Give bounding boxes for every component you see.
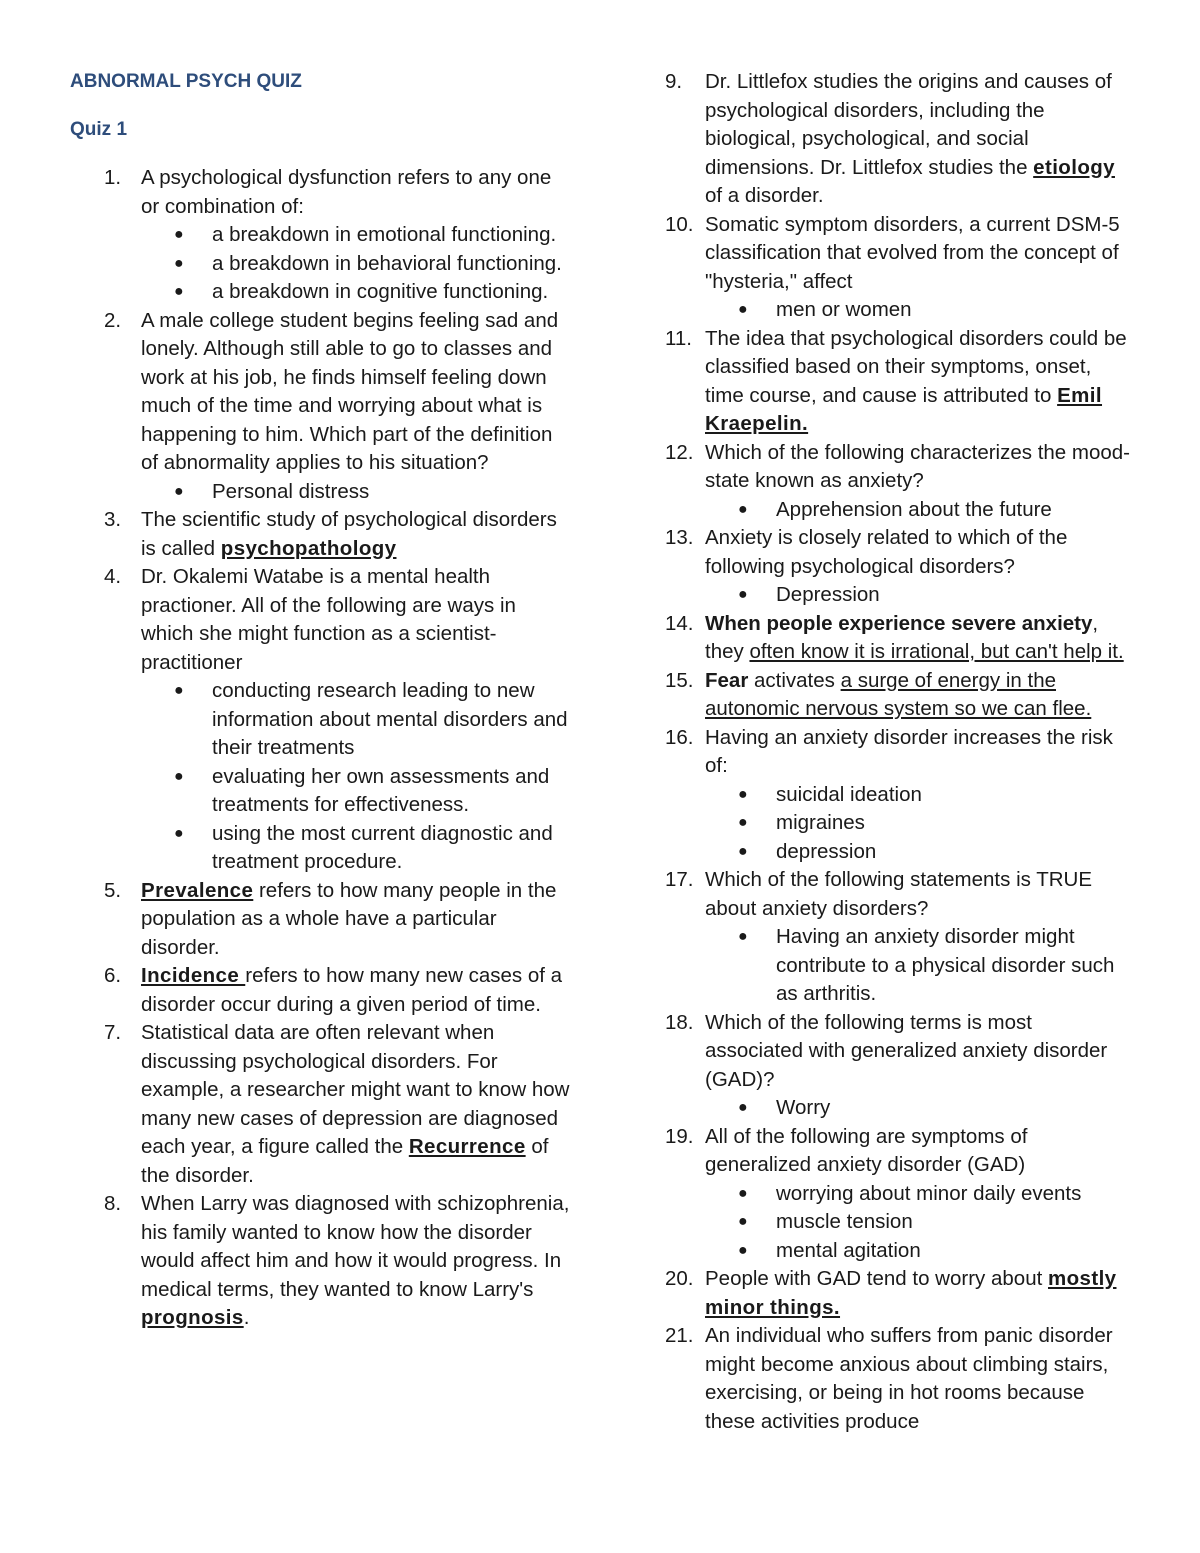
underlined-phrase: often know it is irrational, but can't help it.: [749, 640, 1124, 663]
answer-keyword: etiology: [1033, 155, 1115, 179]
answer-item: [141, 478, 570, 507]
question-18: [665, 1009, 1135, 1123]
answer-list: [705, 923, 1135, 1009]
answer-list: [141, 677, 570, 877]
question-number: 12.: [665, 440, 694, 464]
bullet-icon: ●: [738, 1213, 748, 1230]
bullet-icon: ●: [174, 254, 184, 272]
answer-item: [141, 250, 570, 279]
question-number: 21.: [665, 1324, 694, 1347]
question-19: [665, 1123, 1135, 1266]
question-number: 11.: [665, 326, 692, 350]
answer-item: [705, 296, 1135, 325]
answer-text: suicidal ideation: [776, 782, 922, 806]
answer-keyword: Emil Kraepelin.: [705, 383, 1103, 435]
bullet-icon: ●: [738, 301, 748, 318]
answer-list: [705, 581, 1135, 610]
answer-item: [705, 1180, 1135, 1209]
answer-text: a breakdown in emotional functioning.: [212, 223, 557, 246]
question-3: [70, 506, 570, 563]
question-number: 13.: [665, 526, 694, 549]
question-7: [70, 1019, 570, 1190]
answer-keyword: mostly minor things.: [705, 1267, 1117, 1319]
question-15: [665, 667, 1135, 724]
question-text: All of the following are symptoms of generalized anxiety disorder (GAD): [705, 1124, 1028, 1176]
question-text: A psychological dysfunction refers to any one or combination of:: [141, 166, 552, 218]
answer-item: [705, 1208, 1135, 1237]
answer-item: [705, 923, 1135, 1009]
question-text: Which of the following statements is TRUE about anxiety disorders?: [705, 868, 1092, 920]
right-column: [665, 68, 1135, 1436]
answer-text: conducting research leading to new information about mental disorders and their treatments: [212, 679, 568, 759]
question-text: Statistical data are often relevant when discussing psychological disorders. For example, a researcher might want to know how many new cases of depression are diagnosed each year, a figure called the: [141, 1021, 570, 1158]
answer-item: [141, 221, 570, 250]
question-number: 10.: [665, 212, 694, 236]
question-text: refers to how many people in the population as a whole have a particular disorder.: [141, 878, 557, 959]
question-text: An individual who suffers from panic disorder might become anxious about climbing stairs, exercising, or being in hot rooms because these activities produce: [705, 1324, 1113, 1433]
bullet-icon: ●: [174, 482, 184, 500]
answer-text: evaluating her own assessments and treatments for effectiveness.: [212, 764, 550, 816]
answer-keyword: prognosis: [141, 1306, 244, 1329]
bullet-icon: ●: [738, 586, 748, 603]
question-text: When Larry was diagnosed with schizophrenia, his family wanted to know how the disorder would affect him and how it would progress. In medical terms, they wanted to know Larry's: [141, 1192, 570, 1301]
answer-text: Depression: [776, 583, 880, 606]
question-number: 5.: [104, 878, 122, 902]
question-number: 7.: [104, 1021, 122, 1044]
question-tail: .: [243, 1306, 250, 1329]
answer-item: [705, 496, 1135, 525]
bullet-icon: ●: [174, 682, 184, 699]
question-14: [665, 610, 1135, 667]
answer-item: [705, 581, 1135, 610]
question-8: [70, 1190, 570, 1333]
question-text: Having an anxiety disorder increases the risk of:: [705, 725, 1113, 777]
question-number: 14.: [665, 611, 694, 635]
answer-list: [141, 478, 570, 507]
question-text: activates: [748, 668, 841, 692]
question-21: [665, 1322, 1135, 1436]
question-number: 9.: [665, 70, 683, 93]
answer-item: [705, 1237, 1135, 1266]
question-number: 8.: [104, 1192, 122, 1215]
question-number: 1.: [104, 166, 122, 189]
quiz-heading: Quiz 1: [70, 119, 128, 140]
answer-text: worrying about minor daily events: [776, 1181, 1082, 1205]
answer-item: [141, 820, 570, 877]
answer-list: [141, 221, 570, 307]
answer-item: [705, 1094, 1135, 1123]
answer-text: muscle tension: [776, 1210, 913, 1233]
answer-text: depression: [776, 839, 877, 863]
question-number: 17.: [665, 868, 694, 891]
bullet-icon: ●: [174, 767, 184, 785]
question-number: 3.: [104, 508, 122, 531]
bullet-icon: ●: [738, 1241, 748, 1259]
bullet-icon: ●: [174, 226, 184, 243]
answer-keyword: psychopathology: [220, 536, 397, 560]
answer-text: a breakdown in cognitive functioning.: [212, 280, 549, 303]
question-16: [665, 724, 1135, 867]
question-text: Dr. Okalemi Watabe is a mental health practioner. All of the following are ways in which she might function as a scientist-practitioner: [141, 565, 516, 674]
question-number: 18.: [665, 1010, 694, 1034]
bullet-icon: ●: [738, 814, 748, 831]
question-text: Which of the following characterizes the mood-state known as anxiety?: [705, 440, 1131, 492]
question-text: The scientific study of psychological disorders is called: [141, 508, 557, 560]
bullet-icon: ●: [174, 283, 184, 300]
answer-text: migraines: [776, 811, 865, 834]
question-2: [70, 307, 570, 507]
left-column: [70, 68, 570, 1333]
question-1: [70, 164, 570, 307]
bullet-icon: ●: [738, 928, 748, 945]
question-text: People with GAD tend to worry about: [705, 1267, 1048, 1290]
question-text: Somatic symptom disorders, a current DSM-5 classification that evolved from the concept of "hysteria," affect: [705, 212, 1120, 293]
answer-list: [705, 496, 1135, 525]
document-title: ABNORMAL PSYCH QUIZ: [70, 71, 302, 92]
answer-item: [141, 677, 570, 763]
question-text: Dr. Littlefox studies the origins and causes of psychological disorders, including the biological, psychological, and social dimensions. Dr. Littlefox studies the: [705, 70, 1112, 179]
bullet-icon: ●: [174, 824, 184, 842]
answer-text: Worry: [776, 1096, 831, 1119]
bullet-icon: ●: [738, 500, 748, 518]
answer-list: [705, 781, 1135, 867]
question-text: A male college student begins feeling sad and lonely. Although still able to go to classes and work at his job, he finds himself feeling down much of the time and worrying about what is happening to him. Which part of the definition of abnormality applies to his situation?: [141, 308, 559, 474]
question-4: [70, 563, 570, 877]
question-17: [665, 866, 1135, 1009]
question-number: 4.: [104, 565, 122, 588]
question-tail: of a disorder.: [705, 184, 824, 207]
question-number: 6.: [104, 964, 122, 987]
question-number: 15.: [665, 668, 694, 692]
question-text: , they: [705, 611, 1099, 663]
answer-keyword: Recurrence: [408, 1135, 526, 1158]
question-13: [665, 524, 1135, 610]
answer-item: [141, 278, 570, 307]
question-text: The idea that psychological disorders could be classified based on their symptoms, onset, time course, and cause is attributed to: [705, 326, 1127, 407]
bullet-icon: ●: [738, 1184, 748, 1202]
answer-item: [705, 781, 1135, 810]
answer-text: using the most current diagnostic and treatment procedure.: [212, 821, 553, 873]
question-text: Anxiety is closely related to which of the following psychological disorders?: [705, 526, 1068, 578]
answer-keyword: Incidence: [141, 964, 246, 987]
bullet-icon: ●: [738, 1099, 748, 1116]
underlined-phrase: a surge of energy in the autonomic nervous system so we can flee.: [705, 668, 1092, 720]
question-text: Which of the following terms is most associated with generalized anxiety disorder (GAD)?: [705, 1010, 1108, 1091]
answer-text: a breakdown in behavioral functioning.: [212, 251, 562, 275]
bullet-icon: ●: [738, 785, 748, 803]
answer-keyword: Prevalence: [141, 878, 254, 902]
question-20: [665, 1265, 1135, 1322]
answer-item: [141, 763, 570, 820]
question-10: [665, 211, 1135, 325]
answer-list: [705, 1180, 1135, 1266]
question-5: [70, 877, 570, 963]
answer-text: Personal distress: [212, 479, 370, 503]
question-9: [665, 68, 1135, 211]
answer-text: Apprehension about the future: [776, 497, 1052, 521]
answer-text: men or women: [776, 298, 912, 321]
question-tail: of the disorder.: [141, 1135, 549, 1187]
answer-list: [705, 296, 1135, 325]
question-12: [665, 439, 1135, 525]
answer-text: Having an anxiety disorder might contribute to a physical disorder such as arthritis.: [776, 925, 1115, 1005]
question-6: [70, 962, 570, 1019]
question-text: refers to how many new cases of a disorder occur during a given period of time.: [141, 964, 563, 1016]
answer-list: [705, 1094, 1135, 1123]
answer-text: mental agitation: [776, 1238, 921, 1262]
bullet-icon: ●: [738, 842, 748, 860]
question-number: 19.: [665, 1124, 694, 1148]
bold-phrase: Fear: [705, 668, 749, 692]
question-number: 2.: [104, 308, 122, 332]
bold-phrase: When people experience severe anxiety: [705, 611, 1093, 635]
question-11: [665, 325, 1135, 439]
answer-item: [705, 838, 1135, 867]
answer-item: [705, 809, 1135, 838]
question-number: 16.: [665, 725, 694, 749]
question-number: 20.: [665, 1267, 694, 1290]
